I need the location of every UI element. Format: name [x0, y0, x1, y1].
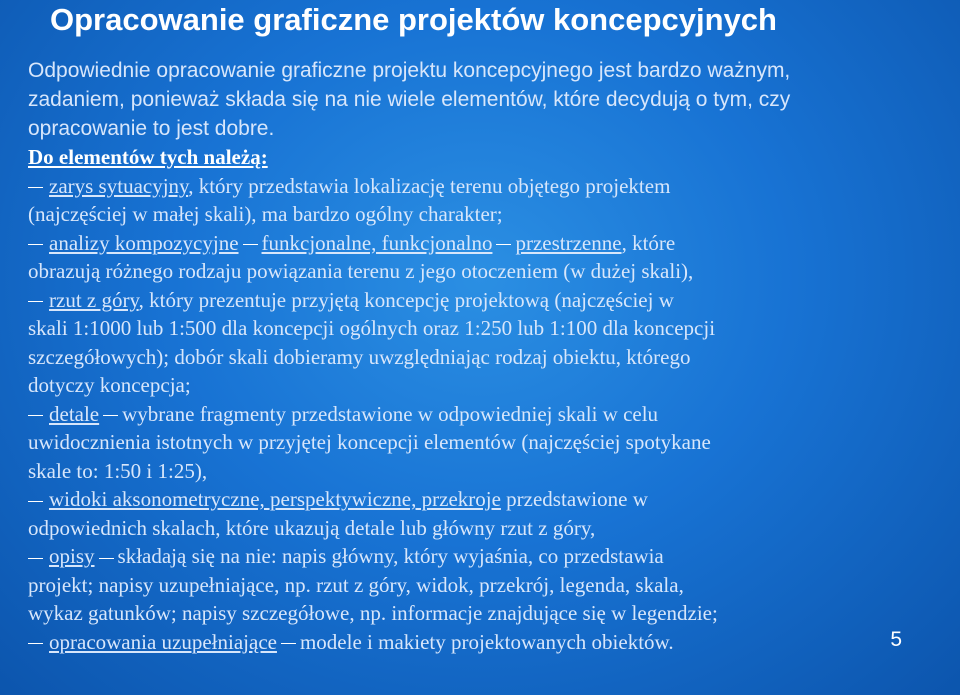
- list-heading: Do elementów tych należą:: [28, 145, 268, 169]
- opisy-line-2: projekt; napisy uzupełniające, np. rzut z góry, widok, przekrój, legenda, skala,: [28, 572, 684, 597]
- dash-separator: [496, 244, 511, 245]
- zarys-text: , który przedstawia lokalizację terenu objętego projektem: [188, 173, 671, 198]
- rzut-line-4: dotyczy koncepcja;: [28, 373, 191, 397]
- dash-separator: [103, 415, 118, 416]
- dash-separator: [99, 558, 114, 559]
- dash-separator: [281, 643, 296, 644]
- dash-bullet: [28, 643, 43, 644]
- term-opracowania: opracowania uzupełniające: [49, 629, 277, 654]
- page-number: 5: [890, 628, 902, 651]
- list-item-zarys: [28, 172, 938, 201]
- dash-bullet: [28, 558, 43, 559]
- rzut-line-3: szczegółowych); dobór skali dobieramy uwzględniając rodzaj obiektu, którego: [28, 344, 691, 369]
- list-item-opisy: [28, 542, 938, 571]
- term-detale: detale: [49, 401, 100, 426]
- rzut-text: , który prezentuje przyjętą koncepcję projektową (najczęściej w: [138, 287, 674, 312]
- dash-bullet: [28, 301, 43, 302]
- opisy-line-3: wykaz gatunków; napisy szczegółowe, np. informacje znajdujące się w legendzie;: [28, 601, 718, 625]
- dash-separator: [243, 244, 258, 245]
- dash-bullet: [28, 187, 43, 188]
- detale-line-2: uwidocznienia istotnych w przyjętej koncepcji elementów (najczęściej spotykane: [28, 430, 711, 454]
- detale-line-3: skale to: 1:50 i 1:25),: [28, 458, 208, 483]
- analizy-line-2: obrazują różnego rodzaju powiązania terenu z jego otoczeniem (w dużej skali),: [28, 259, 694, 283]
- list-item-analizy: [28, 229, 938, 258]
- dash-bullet: [28, 415, 43, 416]
- list-heading-line: [28, 143, 938, 172]
- intro-line-1: Odpowiednie opracowanie graficzne projektu koncepcyjnego jest bardzo ważnym,: [28, 59, 791, 82]
- list-item-opracowania: [28, 628, 938, 657]
- detale-text: wybrane fragmenty przedstawione w odpowiedniej skali w celu: [122, 401, 659, 426]
- slide-body: [28, 56, 938, 656]
- list-item-detale: [28, 400, 938, 429]
- widoki-text: przedstawione w: [500, 487, 648, 511]
- opisy-text: składają się na nie: napis główny, który wyjaśnia, co przedstawia: [117, 544, 664, 568]
- term-zarys: zarys sytuacyjny: [49, 173, 189, 198]
- widoki-line-2: odpowiednich skalach, które ukazują detale lub główny rzut z góry,: [28, 515, 596, 540]
- dash-bullet: [28, 501, 43, 502]
- term-analizy: analizy kompozycyjne: [49, 230, 239, 255]
- term-widoki: widoki aksonometryczne, perspektywiczne, przekroje: [49, 487, 501, 511]
- intro-line-3: opracowanie to jest dobre.: [28, 117, 275, 140]
- term-opisy: opisy: [49, 544, 95, 568]
- dash-bullet: [28, 244, 43, 245]
- list-item-widoki: [28, 485, 938, 514]
- term-przestrzenne: przestrzenne: [515, 230, 622, 255]
- list-item-rzut: [28, 286, 938, 315]
- term-rzut: rzut z góry: [49, 287, 139, 312]
- analizy-text: , które: [621, 230, 676, 255]
- rzut-line-2: skali 1:1000 lub 1:500 dla koncepcji ogólnych oraz 1:250 lub 1:100 dla koncepcji: [28, 316, 716, 340]
- opracowania-text: modele i makiety projektowanych obiektów.: [299, 629, 674, 654]
- slide-title: Opracowanie graficzne projektów koncepcyjnych: [50, 2, 777, 37]
- term-funkcjonalne: funkcjonalne, funkcjonalno: [261, 230, 493, 255]
- zarys-line-2: (najczęściej w małej skali), ma bardzo ogólny charakter;: [28, 202, 503, 226]
- intro-line-2: zadaniem, ponieważ składa się na nie wiele elementów, które decydują o tym, czy: [28, 88, 791, 111]
